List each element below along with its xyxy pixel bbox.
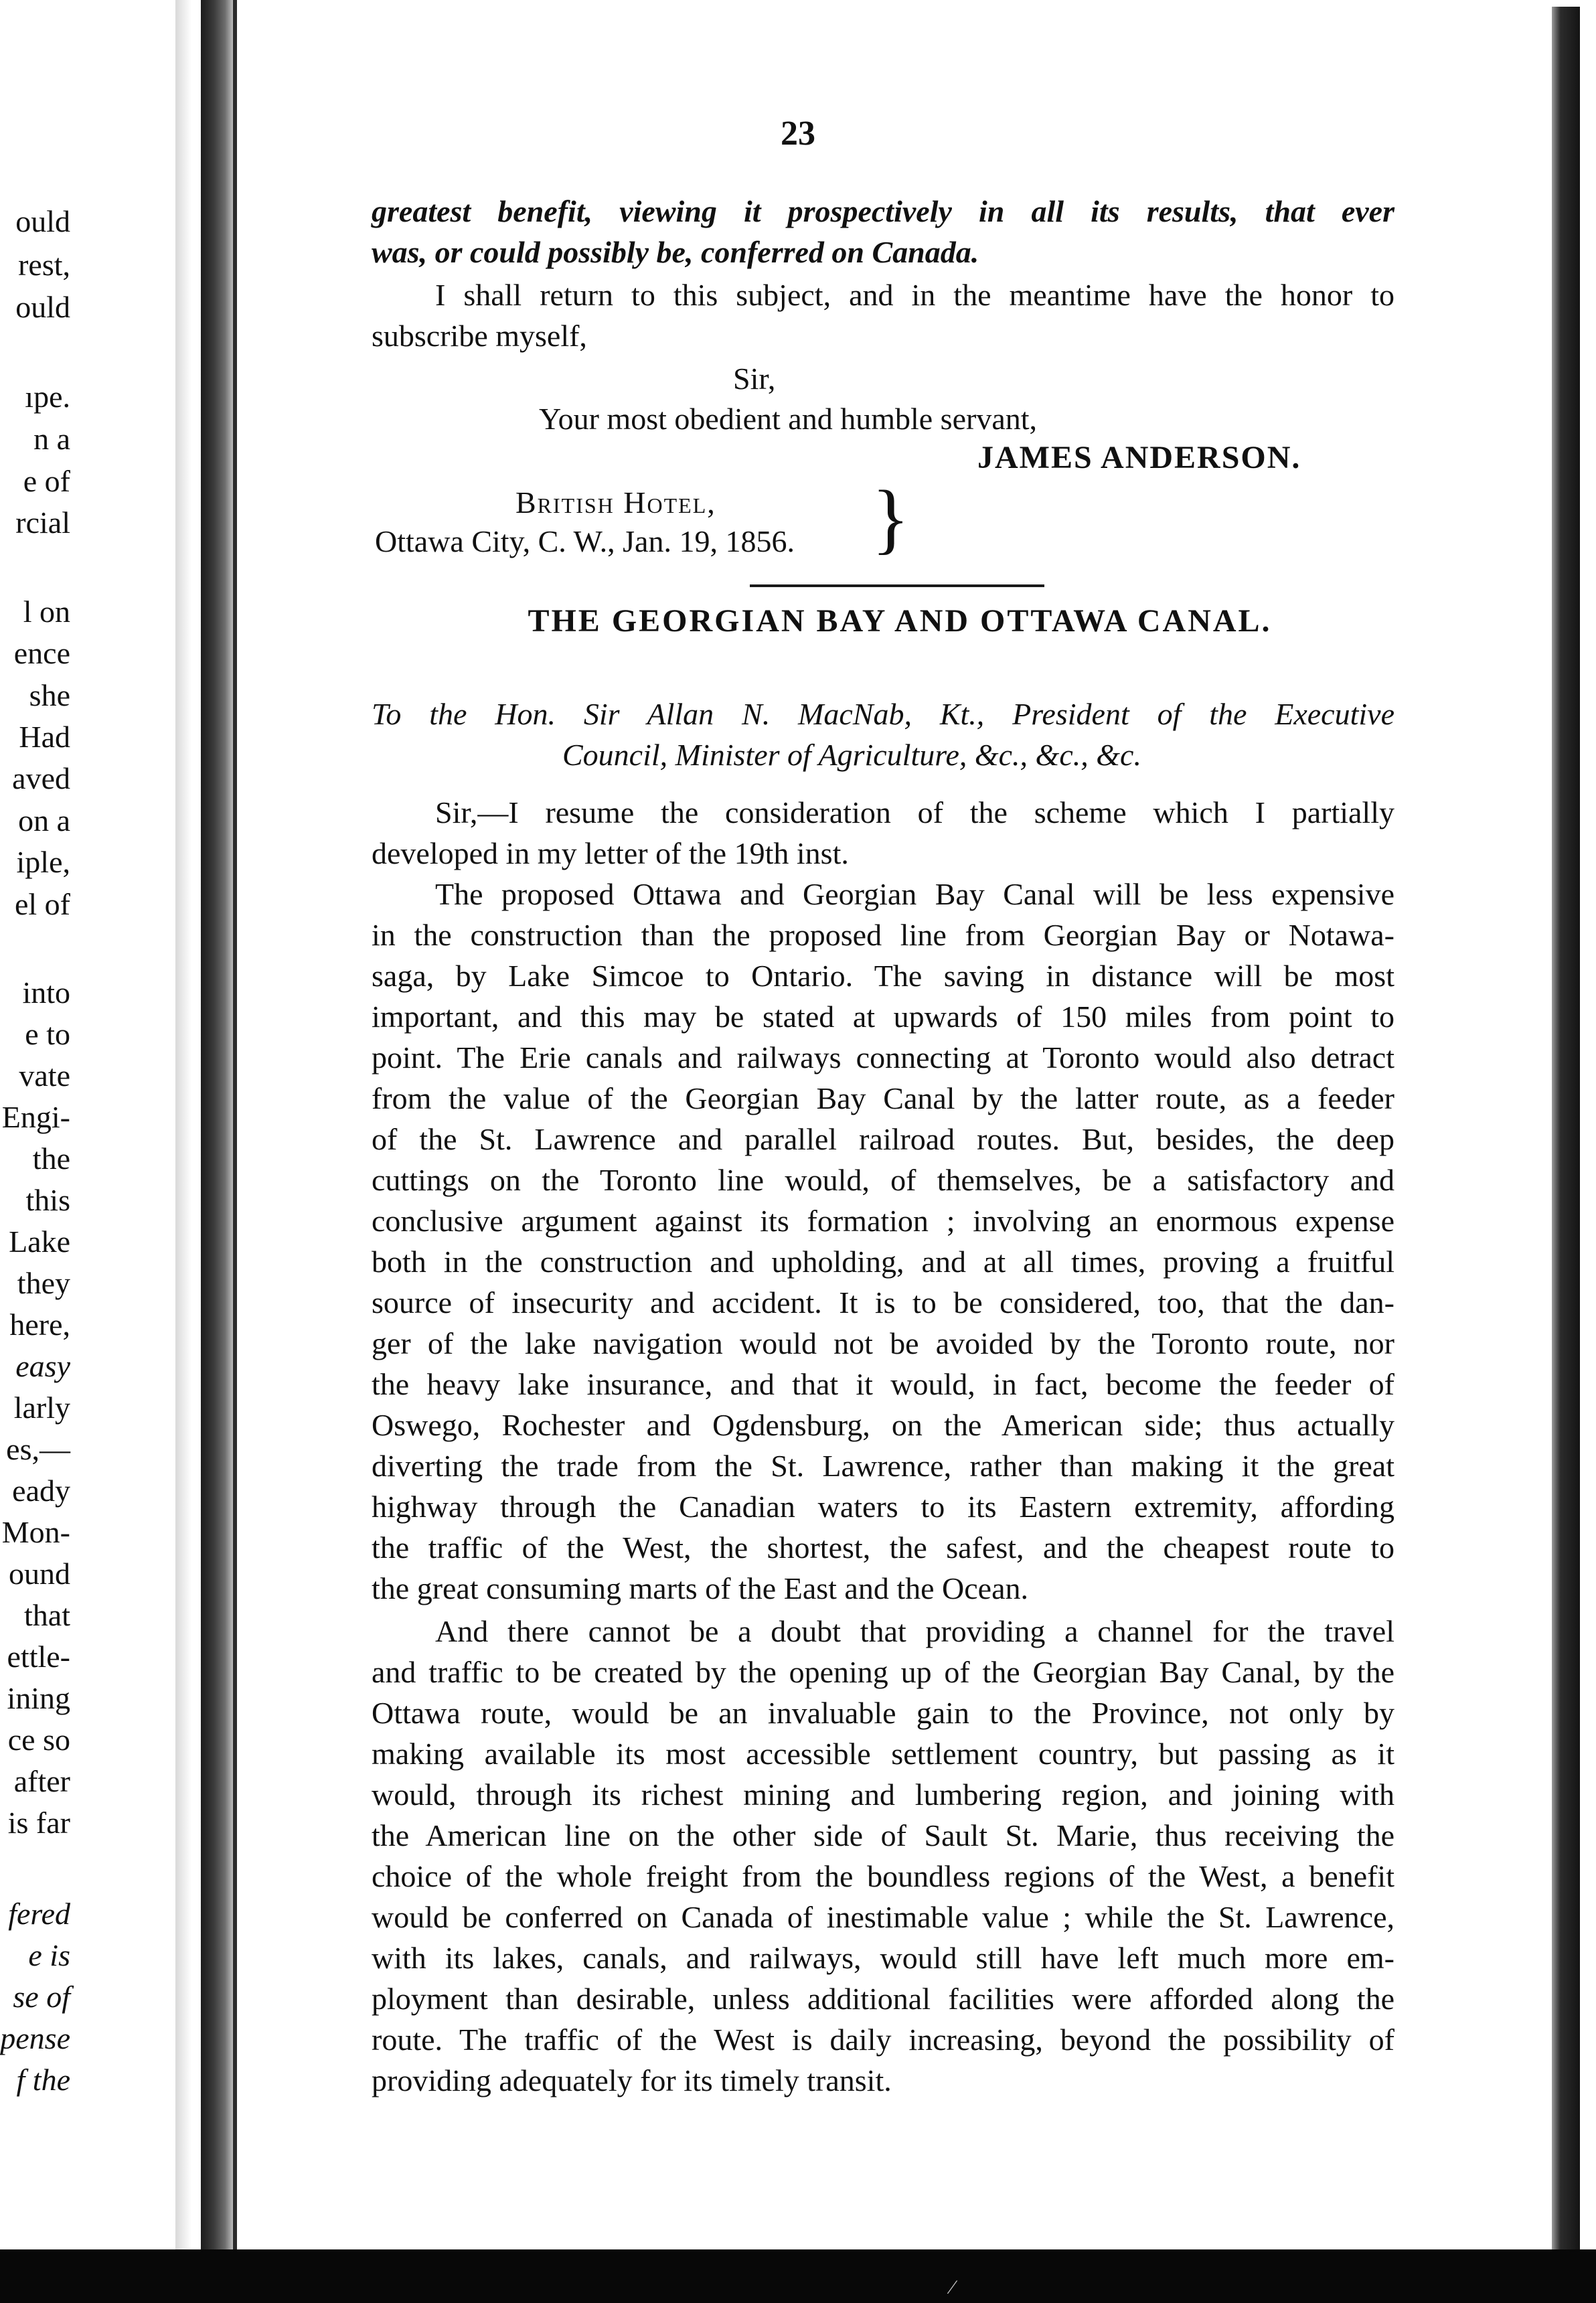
body-line: Sir,—I resume the consideration of the scheme which I partially: [435, 795, 1394, 829]
left-page-fragment: ound: [9, 1557, 70, 1591]
body-line: ployment than desirable, unless additional facilities were afforded along the: [372, 1982, 1394, 2016]
body-line: the American line on the other side of Sault St. Marie, thus receiving the: [372, 1818, 1394, 1852]
body-line: would be conferred on Canada of inestimable value ; while the St. Lawrence,: [372, 1900, 1394, 1934]
left-page-gutter-shadow: [175, 0, 201, 2303]
body-line: diverting the trade from the St. Lawrence, rather than making it the great: [372, 1449, 1394, 1483]
left-page-fragment: rest,: [18, 248, 70, 282]
body-line: developed in my letter of the 19th inst.: [372, 836, 849, 870]
body-line: the heavy lake insurance, and that it would, in fact, become the feeder of: [372, 1367, 1394, 1401]
body-line: was, or could possibly be, conferred on Canada.: [372, 235, 979, 269]
left-page-fragment: Mon-: [1, 1515, 70, 1549]
left-page-fragment: l on: [23, 594, 70, 629]
left-page-fragment: rcial: [15, 505, 70, 540]
left-page-fragment: here,: [9, 1307, 70, 1342]
body-line: ger of the lake navigation would not be avoided by the Toronto route, nor: [372, 1326, 1394, 1360]
left-page-fragment: iple,: [16, 845, 70, 879]
left-page-fragment: ıpe.: [25, 380, 70, 414]
left-page-fragment: into: [22, 975, 70, 1010]
bottom-mark-glyph: ⁄: [951, 2276, 955, 2298]
left-page-fragment: e to: [25, 1017, 70, 1051]
left-page-fragment: e is: [28, 1938, 70, 1972]
signature: JAMES ANDERSON.: [977, 440, 1301, 475]
book-binding-shadow: [201, 0, 233, 2303]
left-page-fragment: Engi-: [1, 1100, 70, 1134]
left-page-fragment: ettle-: [7, 1640, 70, 1674]
left-page-fragment: after: [13, 1764, 70, 1798]
left-page-fragment: easy: [15, 1349, 70, 1383]
left-page-fragment: ould: [15, 290, 70, 324]
body-line: point. The Erie canals and railways connecting at Toronto would also detract: [372, 1040, 1394, 1075]
left-page-fragment: Lake: [9, 1224, 70, 1259]
addressee-line: To the Hon. Sir Allan N. MacNab, Kt., President of the Executive: [372, 697, 1394, 731]
body-line: the traffic of the West, the shortest, the safest, and the cheapest route to: [372, 1530, 1394, 1565]
salutation: Sir,: [733, 362, 776, 396]
left-page-fragment: vate: [19, 1058, 70, 1093]
page-number: 23: [781, 114, 815, 153]
address-date-line: Ottawa City, C. W., Jan. 19, 1856.: [375, 524, 795, 558]
addressee-line: Council, Minister of Agriculture, &c., &c., &c.: [562, 738, 1141, 772]
left-page-fragment: ould: [15, 204, 70, 238]
body-line: The proposed Ottawa and Georgian Bay Canal will be less expensive: [435, 877, 1394, 911]
left-page-fragment: Had: [19, 720, 70, 754]
left-page-fragment: larly: [13, 1391, 70, 1425]
body-line: subscribe myself,: [372, 319, 587, 353]
left-page-fragment: this: [25, 1183, 70, 1217]
body-line: the great consuming marts of the East and the Ocean.: [372, 1571, 1029, 1605]
left-page-fragment: pense: [0, 2021, 70, 2055]
body-line: and traffic to be created by the opening up of the Georgian Bay Canal, by the: [372, 1655, 1394, 1689]
address-brace: }: [872, 474, 910, 562]
left-page-fragment: the: [32, 1141, 70, 1176]
left-page-fragment: they: [17, 1266, 70, 1300]
body-line: with its lakes, canals, and railways, would still have left much more em-: [372, 1941, 1394, 1975]
left-page-fragment: on a: [18, 803, 70, 838]
body-line: cuttings on the Toronto line would, of themselves, be a satisfactory and: [372, 1163, 1394, 1197]
body-line: in the construction than the proposed line from Georgian Bay or Notawa-: [372, 918, 1394, 952]
left-page-fragment: n a: [33, 422, 70, 456]
left-page-fragment: is far: [7, 1806, 70, 1840]
body-line: making available its most accessible settlement country, but passing as it: [372, 1737, 1394, 1771]
body-line: choice of the whole freight from the boundless regions of the West, a benefit: [372, 1859, 1394, 1893]
left-page-fragment: ence: [13, 636, 70, 670]
body-line: of the St. Lawrence and parallel railroad routes. But, besides, the deep: [372, 1122, 1394, 1156]
left-page-fragment: el of: [14, 887, 70, 921]
body-line: I shall return to this subject, and in the meantime have the honor to: [435, 278, 1394, 312]
body-line: Oswego, Rochester and Ogdensburg, on the American side; thus actually: [372, 1408, 1394, 1442]
left-page-fragment: fered: [8, 1897, 70, 1931]
body-line: important, and this may be stated at upwards of 150 miles from point to: [372, 1000, 1394, 1034]
left-page-fragment: es,—: [6, 1432, 70, 1466]
section-title: THE GEORGIAN BAY AND OTTAWA CANAL.: [528, 603, 1272, 639]
section-divider-rule: [750, 584, 1044, 587]
left-page-fragment: eady: [12, 1474, 70, 1508]
body-line: conclusive argument against its formation ; involving an enormous expense: [372, 1204, 1394, 1238]
left-page-fragment: aved: [12, 761, 70, 795]
body-line: would, through its richest mining and lumbering region, and joining with: [372, 1777, 1394, 1812]
body-line: both in the construction and upholding, and at all times, proving a fruitful: [372, 1245, 1394, 1279]
bottom-scan-border: [0, 2249, 1596, 2303]
address-line: British Hotel,: [515, 485, 716, 520]
left-page-fragment: e of: [23, 464, 70, 498]
left-page-fragment: she: [29, 678, 70, 712]
left-page-fragment: f the: [16, 2063, 70, 2097]
left-page-fragment: that: [24, 1598, 70, 1632]
closing-line: Your most obedient and humble servant,: [539, 402, 1038, 436]
body-line: highway through the Canadian waters to its Eastern extremity, affording: [372, 1490, 1394, 1524]
left-page-fragment: ce so: [7, 1723, 70, 1757]
body-line: And there cannot be a doubt that providing a channel for the travel: [435, 1614, 1394, 1648]
left-facing-page: [0, 0, 201, 2303]
body-line: route. The traffic of the West is daily increasing, beyond the possibility of: [372, 2022, 1394, 2057]
body-line: from the value of the Georgian Bay Canal by the latter route, as a feeder: [372, 1081, 1394, 1115]
body-line: Ottawa route, would be an invaluable gain to the Province, not only by: [372, 1696, 1394, 1730]
body-line: greatest benefit, viewing it prospectively in all its results, that ever: [372, 194, 1394, 228]
body-line: saga, by Lake Simcoe to Ontario. The saving in distance will be most: [372, 959, 1394, 993]
body-line: source of insecurity and accident. It is to be considered, too, that the dan-: [372, 1285, 1394, 1320]
right-page-edge-shadow: [1552, 7, 1580, 2257]
left-page-fragment: se of: [13, 1980, 70, 2014]
body-line: providing adequately for its timely transit.: [372, 2063, 892, 2097]
left-page-fragment: ining: [7, 1681, 70, 1715]
